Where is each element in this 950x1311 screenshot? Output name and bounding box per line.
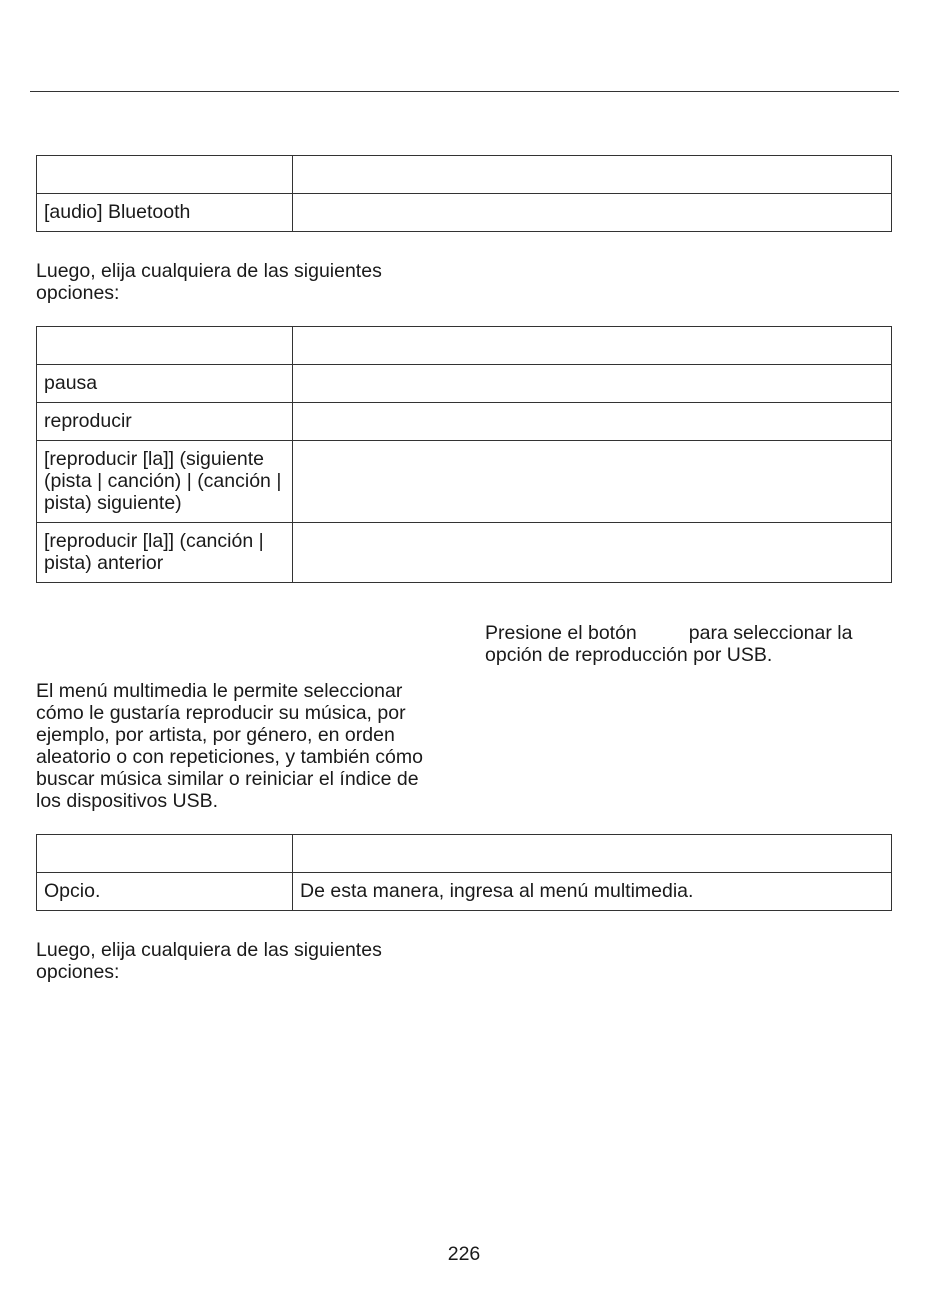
table-header-row <box>37 327 892 365</box>
table-header-row <box>37 156 892 194</box>
intro-paragraph: Luego, elija cualquiera de las siguientes opciones: <box>36 260 382 304</box>
command-cell: [audio] Bluetooth <box>37 194 293 232</box>
page-number: 226 <box>447 1243 481 1265</box>
description-cell <box>293 441 892 523</box>
description-cell <box>293 365 892 403</box>
table-header-cell <box>37 156 293 194</box>
command-cell: reproducir <box>37 403 293 441</box>
multimedia-menu-paragraph: El menú multimedia le permite seleccionar cómo le gustaría reproducir su música, por ejemplo, por artista, por género, en orden aleatorio o con repeticiones, y también cómo buscar música similar o reiniciar el índice de los dispositivos USB. <box>36 680 423 812</box>
usb-note-text-after: para seleccionar la opción de reproducción por USB. <box>485 622 853 666</box>
usb-note-text-before: Presione el botón <box>485 622 637 644</box>
table-header-cell <box>293 156 892 194</box>
table-row <box>37 523 892 583</box>
header-rule <box>30 91 899 92</box>
table-row <box>37 365 892 403</box>
voice-command-table-playback <box>36 326 892 583</box>
description-cell <box>293 523 892 583</box>
description-cell <box>293 194 892 232</box>
command-cell: [reproducir [la]] (siguiente (pista | canción) | (canción | pista) siguiente) <box>37 441 293 523</box>
description-cell <box>293 403 892 441</box>
command-cell: Opcio. <box>37 873 293 911</box>
table-header-cell <box>37 835 293 873</box>
table-row <box>37 873 892 911</box>
voice-command-table-multimedia <box>36 834 892 911</box>
table-header-cell <box>293 835 892 873</box>
table-header-cell <box>293 327 892 365</box>
table-row <box>37 194 892 232</box>
description-cell: De esta manera, ingresa al menú multimedia. <box>293 873 892 911</box>
table-row <box>37 441 892 523</box>
table-header-cell <box>37 327 293 365</box>
usb-button-note <box>485 622 885 666</box>
table-row <box>37 403 892 441</box>
command-cell: [reproducir [la]] (canción | pista) anterior <box>37 523 293 583</box>
voice-command-table-bluetooth <box>36 155 892 232</box>
table-header-row <box>37 835 892 873</box>
command-cell: pausa <box>37 365 293 403</box>
intro-paragraph-2: Luego, elija cualquiera de las siguientes opciones: <box>36 939 382 983</box>
